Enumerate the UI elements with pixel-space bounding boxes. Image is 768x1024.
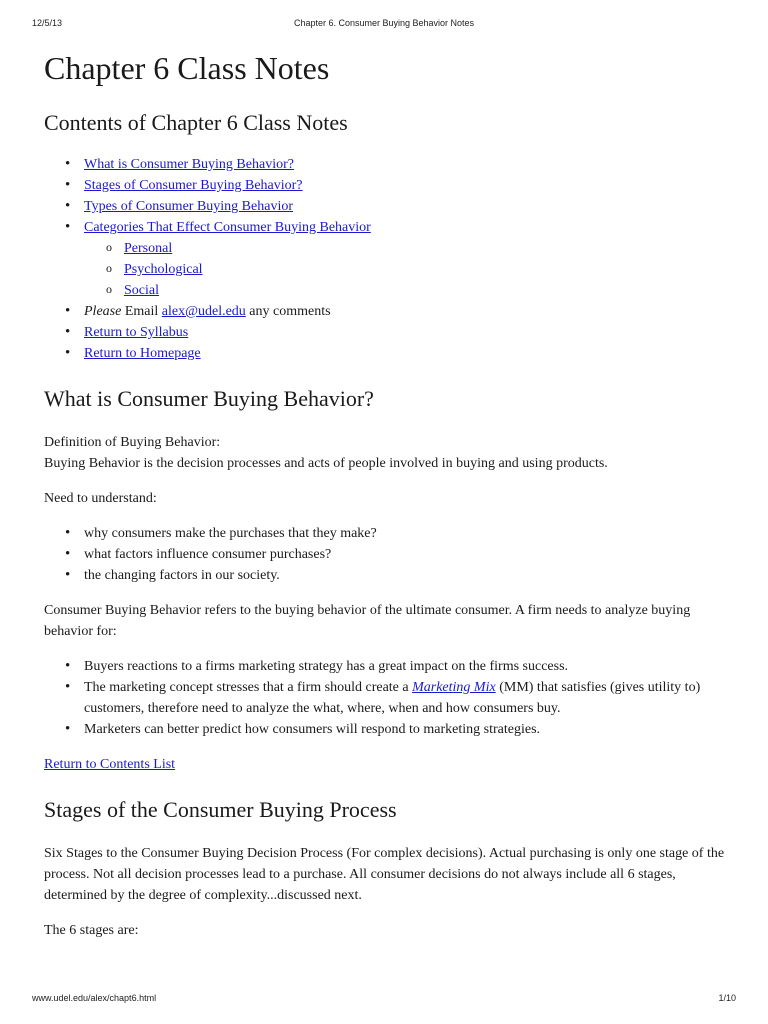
page-number: 1/10 (718, 993, 736, 1003)
return-to-contents-link[interactable]: Return to Contents List (44, 757, 176, 772)
contents-link-psychological[interactable]: Psychological (124, 262, 203, 277)
return-to-syllabus-link[interactable]: Return to Syllabus (84, 325, 189, 340)
email-pre: Email (121, 304, 162, 319)
needs-list (44, 523, 734, 586)
bullet-text: The marketing concept stresses that a firm should create a (84, 680, 413, 695)
contents-link-categories[interactable]: Categories That Effect Consumer Buying Behavior (84, 220, 371, 235)
list-item (44, 322, 734, 343)
section-heading-what-is: What is Consumer Buying Behavior? (44, 386, 374, 411)
print-footer (32, 993, 736, 1007)
return-to-homepage-link[interactable]: Return to Homepage (84, 346, 201, 361)
need-label: Need to understand: (44, 491, 157, 506)
definition-text: Buying Behavior is the decision processes and acts of people involved in buying and using products. (44, 456, 608, 471)
page-title: Chapter 6 Class Notes (44, 50, 330, 86)
contents-link-what-is[interactable]: What is Consumer Buying Behavior? (84, 157, 294, 172)
stages-paragraph: Six Stages to the Consumer Buying Decision Process (For complex decisions). Actual purchasing is only one stage of the process. Not all decision processes lead to a purchase. All consumer decisions do not always include all 6 stages, determined by the degree of complexity...discussed next. (44, 846, 725, 903)
list-item: • Marketers can better predict how consumers will respond to marketing strategies. (44, 719, 734, 740)
list-item (44, 259, 734, 280)
contents-link-stages[interactable]: Stages of Consumer Buying Behavior? (84, 178, 303, 193)
list-item (44, 238, 734, 259)
contents-heading: Contents of Chapter 6 Class Notes (44, 110, 348, 135)
list-item (44, 280, 734, 301)
list-item (44, 175, 734, 196)
list-item (44, 343, 734, 364)
section-heading-stages: Stages of the Consumer Buying Process (44, 797, 397, 822)
list-item: • Buyers reactions to a firms marketing strategy has a great impact on the firms success. (44, 656, 734, 677)
contents-link-types[interactable]: Types of Consumer Buying Behavior (84, 199, 293, 214)
list-item: • why consumers make the purchases that they make? (44, 523, 734, 544)
marketing-mix-link[interactable]: Marketing Mix (412, 680, 496, 695)
bullet-text: (MM) that satisfies (gives utility to) customers, therefore need to analyze the what, where, when and how consumers buy. (84, 680, 701, 716)
print-url: www.udel.edu/alex/chapt6.html (32, 993, 157, 1003)
contents-link-personal[interactable]: Personal (124, 241, 173, 256)
list-item (44, 154, 734, 175)
print-title: Chapter 6. Consumer Buying Behavior Notes (293, 18, 475, 28)
list-item (44, 677, 734, 719)
page-content (44, 44, 734, 941)
definition-label: Definition of Buying Behavior: (44, 435, 221, 450)
list-item (44, 301, 734, 322)
stages-label: The 6 stages are: (44, 923, 139, 938)
buying-behavior-paragraph: Consumer Buying Behavior refers to the buying behavior of the ultimate consumer. A firm needs to analyze buying behavior for: (44, 603, 691, 639)
print-header (32, 18, 736, 32)
email-link[interactable]: alex@udel.edu (161, 304, 246, 319)
categories-sublist (44, 238, 734, 301)
contents-link-social[interactable]: Social (124, 283, 159, 298)
email-please: Please (84, 304, 122, 319)
email-post: any comments (245, 304, 331, 319)
return-wrapper (44, 754, 734, 775)
list-item (44, 217, 734, 301)
list-item (44, 196, 734, 217)
contents-list (44, 154, 734, 364)
analysis-list (44, 656, 734, 740)
list-item: • the changing factors in our society. (44, 565, 734, 586)
list-item: • what factors influence consumer purchases? (44, 544, 734, 565)
print-date: 12/5/13 (32, 18, 63, 28)
